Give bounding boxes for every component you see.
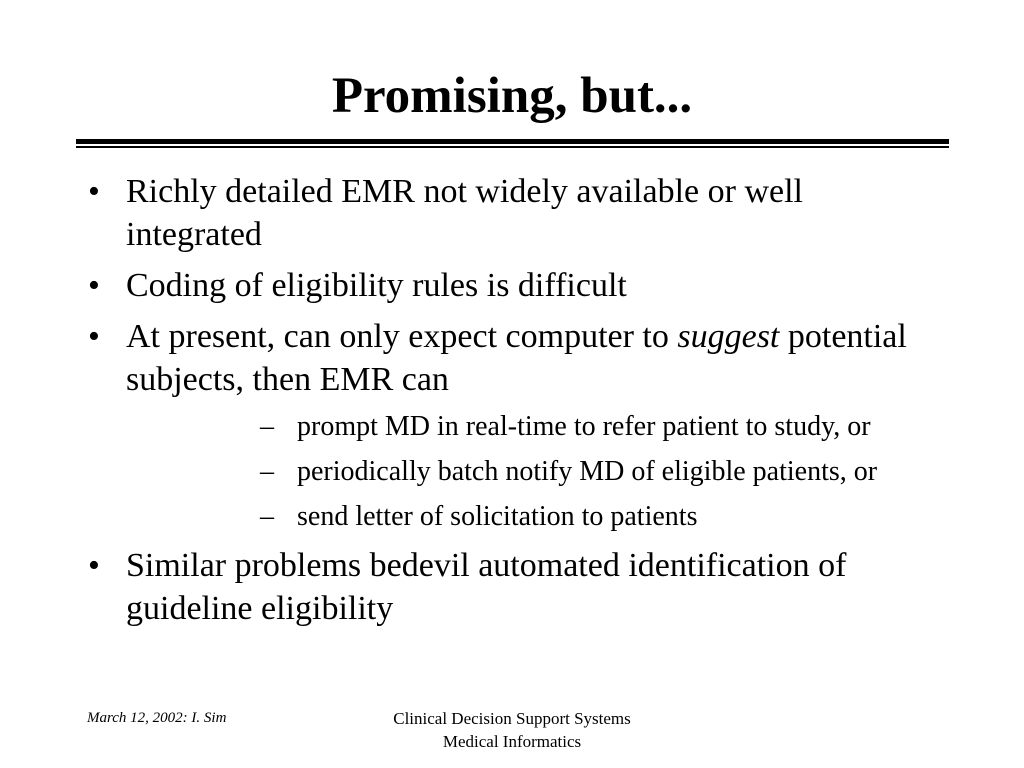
bullet-item xyxy=(0,170,1024,256)
dash-glyph: – xyxy=(260,501,274,532)
sub-bullet-text: periodically batch notify MD of eligible patients, or xyxy=(297,456,878,487)
sub-bullet-item xyxy=(126,409,944,445)
slide-title: Promising, but... xyxy=(331,68,693,124)
bullet-item xyxy=(0,544,1024,630)
bullet-text: Coding of eligibility rules is difficult xyxy=(126,267,627,304)
footer-course-line2: Medical Informatics xyxy=(442,732,582,751)
bullet-item xyxy=(0,264,1024,307)
bullet-item xyxy=(0,315,1024,535)
bullet-text: Richly detailed EMR not widely available or well integrated xyxy=(126,173,803,253)
dash-glyph: – xyxy=(260,456,274,487)
bullet-glyph: • xyxy=(88,547,100,584)
sub-bullet-item xyxy=(126,499,944,535)
footer-course-line1: Clinical Decision Support Systems xyxy=(393,709,631,728)
title-rule-thin xyxy=(76,146,949,148)
bullet-glyph: • xyxy=(88,267,100,304)
bullet-text-before: At present, can only expect computer to xyxy=(126,318,678,355)
sub-bullet-list xyxy=(126,409,944,535)
dash-glyph: – xyxy=(260,411,274,442)
bullet-glyph: • xyxy=(88,173,100,210)
footer-course xyxy=(332,707,692,753)
bullet-emphasis: suggest xyxy=(677,318,780,355)
bullet-text: Similar problems bedevil automated identification of guideline eligibility xyxy=(126,547,847,627)
sub-bullet-text: send letter of solicitation to patients xyxy=(297,501,698,532)
bullet-text-after: potential subjects, then EMR can xyxy=(126,318,907,398)
title-rule-thick xyxy=(76,139,949,144)
sub-bullet-text: prompt MD in real-time to refer patient to study, or xyxy=(297,411,871,442)
bullet-glyph: • xyxy=(88,318,100,355)
bullet-list xyxy=(0,170,1024,638)
footer-date-author: March 12, 2002: I. Sim xyxy=(87,710,227,726)
sub-bullet-item xyxy=(126,454,944,490)
